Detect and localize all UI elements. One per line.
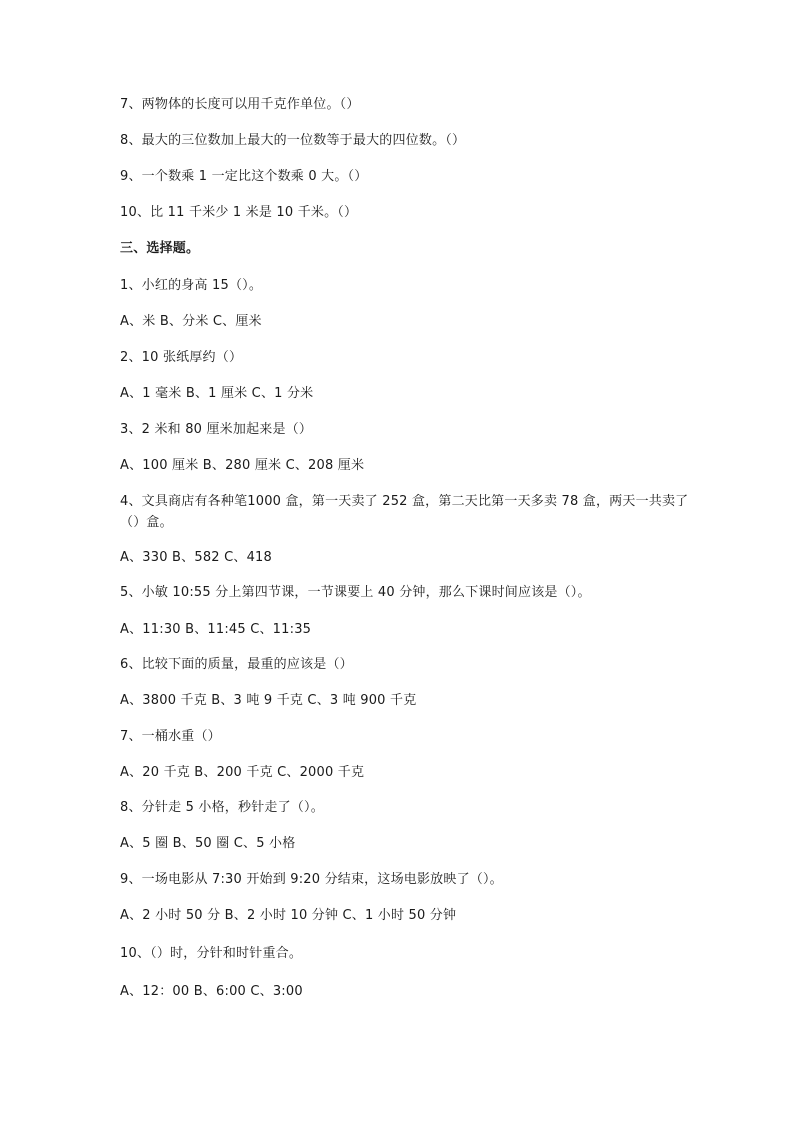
question-2: 2、10 张纸厚约（） [120,350,243,365]
question-4: 4、文具商店有各种笔1000 盒，第一天卖了 252 盒，第二天比第一天多卖 78 盒，两天一共卖了（）盒。 [120,494,689,530]
section-heading: 三、选择题。 [120,241,200,256]
question-2-options: A、1 毫米 B、1 厘米 C、1 分米 [120,386,314,401]
question-4-options: A、330 B、582 C、418 [120,550,272,565]
judgment-item-9: 9、一个数乘 1 一定比这个数乘 0 大。（） [120,169,368,184]
question-9-options: A、2 小时 50 分 B、2 小时 10 分钟 C、1 小时 50 分钟 [120,908,457,923]
question-7-options: A、20 千克 B、200 千克 C、2000 千克 [120,765,365,780]
judgment-item-8: 8、最大的三位数加上最大的一位数等于最大的四位数。（） [120,133,466,148]
question-8-options: A、5 圈 B、50 圈 C、5 小格 [120,836,296,851]
question-6: 6、比较下面的质量，最重的应该是（） [120,657,353,672]
question-6-options: A、3800 千克 B、3 吨 9 千克 C、3 吨 900 千克 [120,693,417,708]
question-5-options: A、11:30 B、11:45 C、11:35 [120,622,312,637]
question-8: 8、分针走 5 小格，秒针走了（）。 [120,800,324,815]
judgment-item-7: 7、两物体的长度可以用千克作单位。（） [120,97,360,112]
question-3-options: A、100 厘米 B、280 厘米 C、208 厘米 [120,458,365,473]
question-5: 5、小敏 10:55 分上第四节课，一节课要上 40 分钟，那么下课时间应该是（）。 [120,585,591,600]
question-10-options: A、12：00 B、6:00 C、3:00 [120,984,303,999]
judgment-item-10: 10、比 11 千米少 1 米是 10 千米。（） [120,205,358,220]
question-1: 1、小红的身高 15（）。 [120,278,263,293]
question-9: 9、一场电影从 7:30 开始到 9:20 分结束，这场电影放映了（）。 [120,872,503,887]
question-7: 7、一桶水重（） [120,729,221,744]
question-3: 3、2 米和 80 厘米加起来是（） [120,422,313,437]
question-1-options: A、米 B、分米 C、厘米 [120,314,262,329]
question-10: 10、（）时，分针和时针重合。 [120,946,303,961]
